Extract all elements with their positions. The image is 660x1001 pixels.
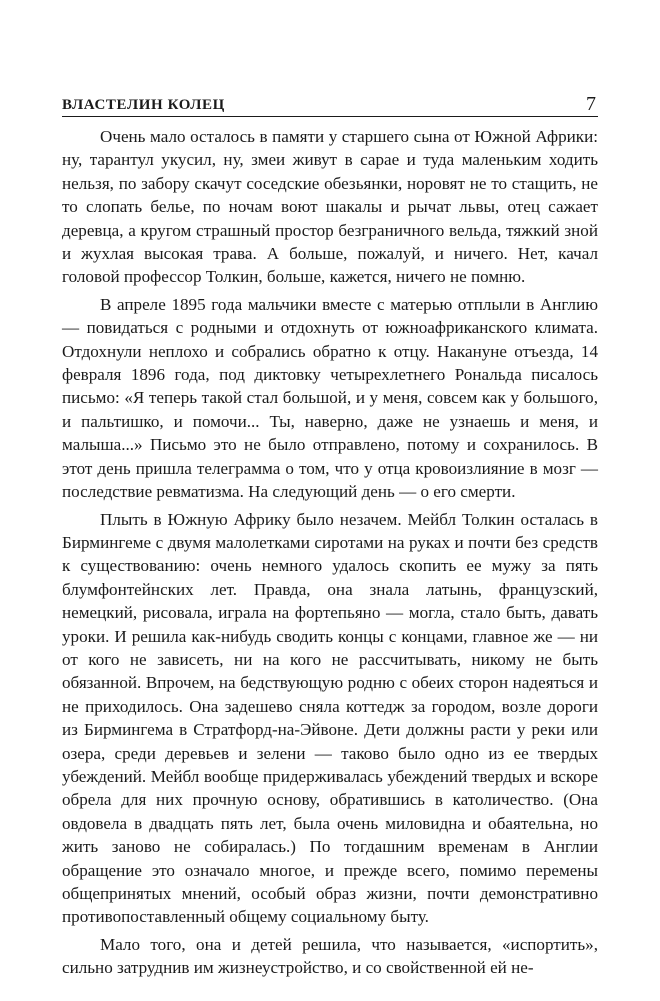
paragraph-3: Плыть в Южную Африку было незачем. Мейбл Толкин осталась в Бирмингеме с двумя малолетками сиротами на руках и почти без средств к существованию: очень немного удалось скопить ее мужу за пять блумфонтейнских лет. Правда, она знала латынь, французский, немецкий, рисовала, играла на фортепьяно — могла, стало быть, давать уроки. И решила как-нибудь сводить концы с концами, главное же — ни от кого не зависеть, ни на кого не рассчитывать, никому не быть обязанной. Впрочем, на бедствующую родню с обеих сторон надеяться и не приходилось. Она задешево сняла коттедж за городом, возле дороги из Бирмингема в Стратфорд-на-Эйвоне. Дети должны расти у реки или озера, среди деревьев и зелени — таково было одно из ее твердых убеждений. Мейбл вообще придерживалась убеждений твердых и вскоре обрела для них прочную основу, обратившись в католичество. (Она овдовела в двадцать пять лет, была очень миловидна и обаятельна, но жить заново не собиралась.) По тогдашним временам в Англии обращение это означало многое, и прежде всего, помимо перемены общепринятых мнений, особый образ жизни, почти демонстративно противопоставленный общему социальному быту. xyxy=(62,509,598,927)
paragraph-2: В апреле 1895 года мальчики вместе с матерью отплыли в Англию — повидаться с родными и отдохнуть от южноафриканского климата. Отдохнули неплохо и собрались обратно к отцу. Накануне отъезда, 14 февраля 1896 года, под диктовку четырехлетнего Рональда писалось письмо: «Я теперь такой стал большой, и у меня, совсем как у большого, и пальтишко, и помочи... Ты, наверно, даже не узнаешь и меня, и малыша...» Письмо это не было отправлено, потому и сохранилось. В этот день пришла телеграмма о том, что у отца кровоизлияние в мозг — последствие ревматизма. На следующий день — о его смерти. xyxy=(62,294,598,502)
paragraph-4: Мало того, она и детей решила, что называется, «испортить», сильно затруднив им жизнеустройство, и со свойственной ей не- xyxy=(62,934,598,978)
book-page xyxy=(62,88,598,980)
page-header xyxy=(62,88,598,117)
page-number: 7 xyxy=(586,93,596,115)
running-head: ВЛАСТЕЛИН КОЛЕЦ xyxy=(62,97,225,113)
paragraph-1: Очень мало осталось в памяти у старшего сына от Южной Африки: ну, тарантул укусил, ну, змеи живут в сарае и туда маленьким ходить нельзя, по забору скачут соседские обезьянки, норовят не то стащить, не то слопать белье, по ночам воют шакалы и рычат львы, отец сажает деревца, а кругом страшный простор безграничного вельда, тяжкий зной и жухлая высокая трава. А больше, пожалуй, и ничего. Нет, качал головой профессор Толкин, больше, кажется, ничего не помню. xyxy=(62,127,598,287)
body-text xyxy=(62,125,598,980)
